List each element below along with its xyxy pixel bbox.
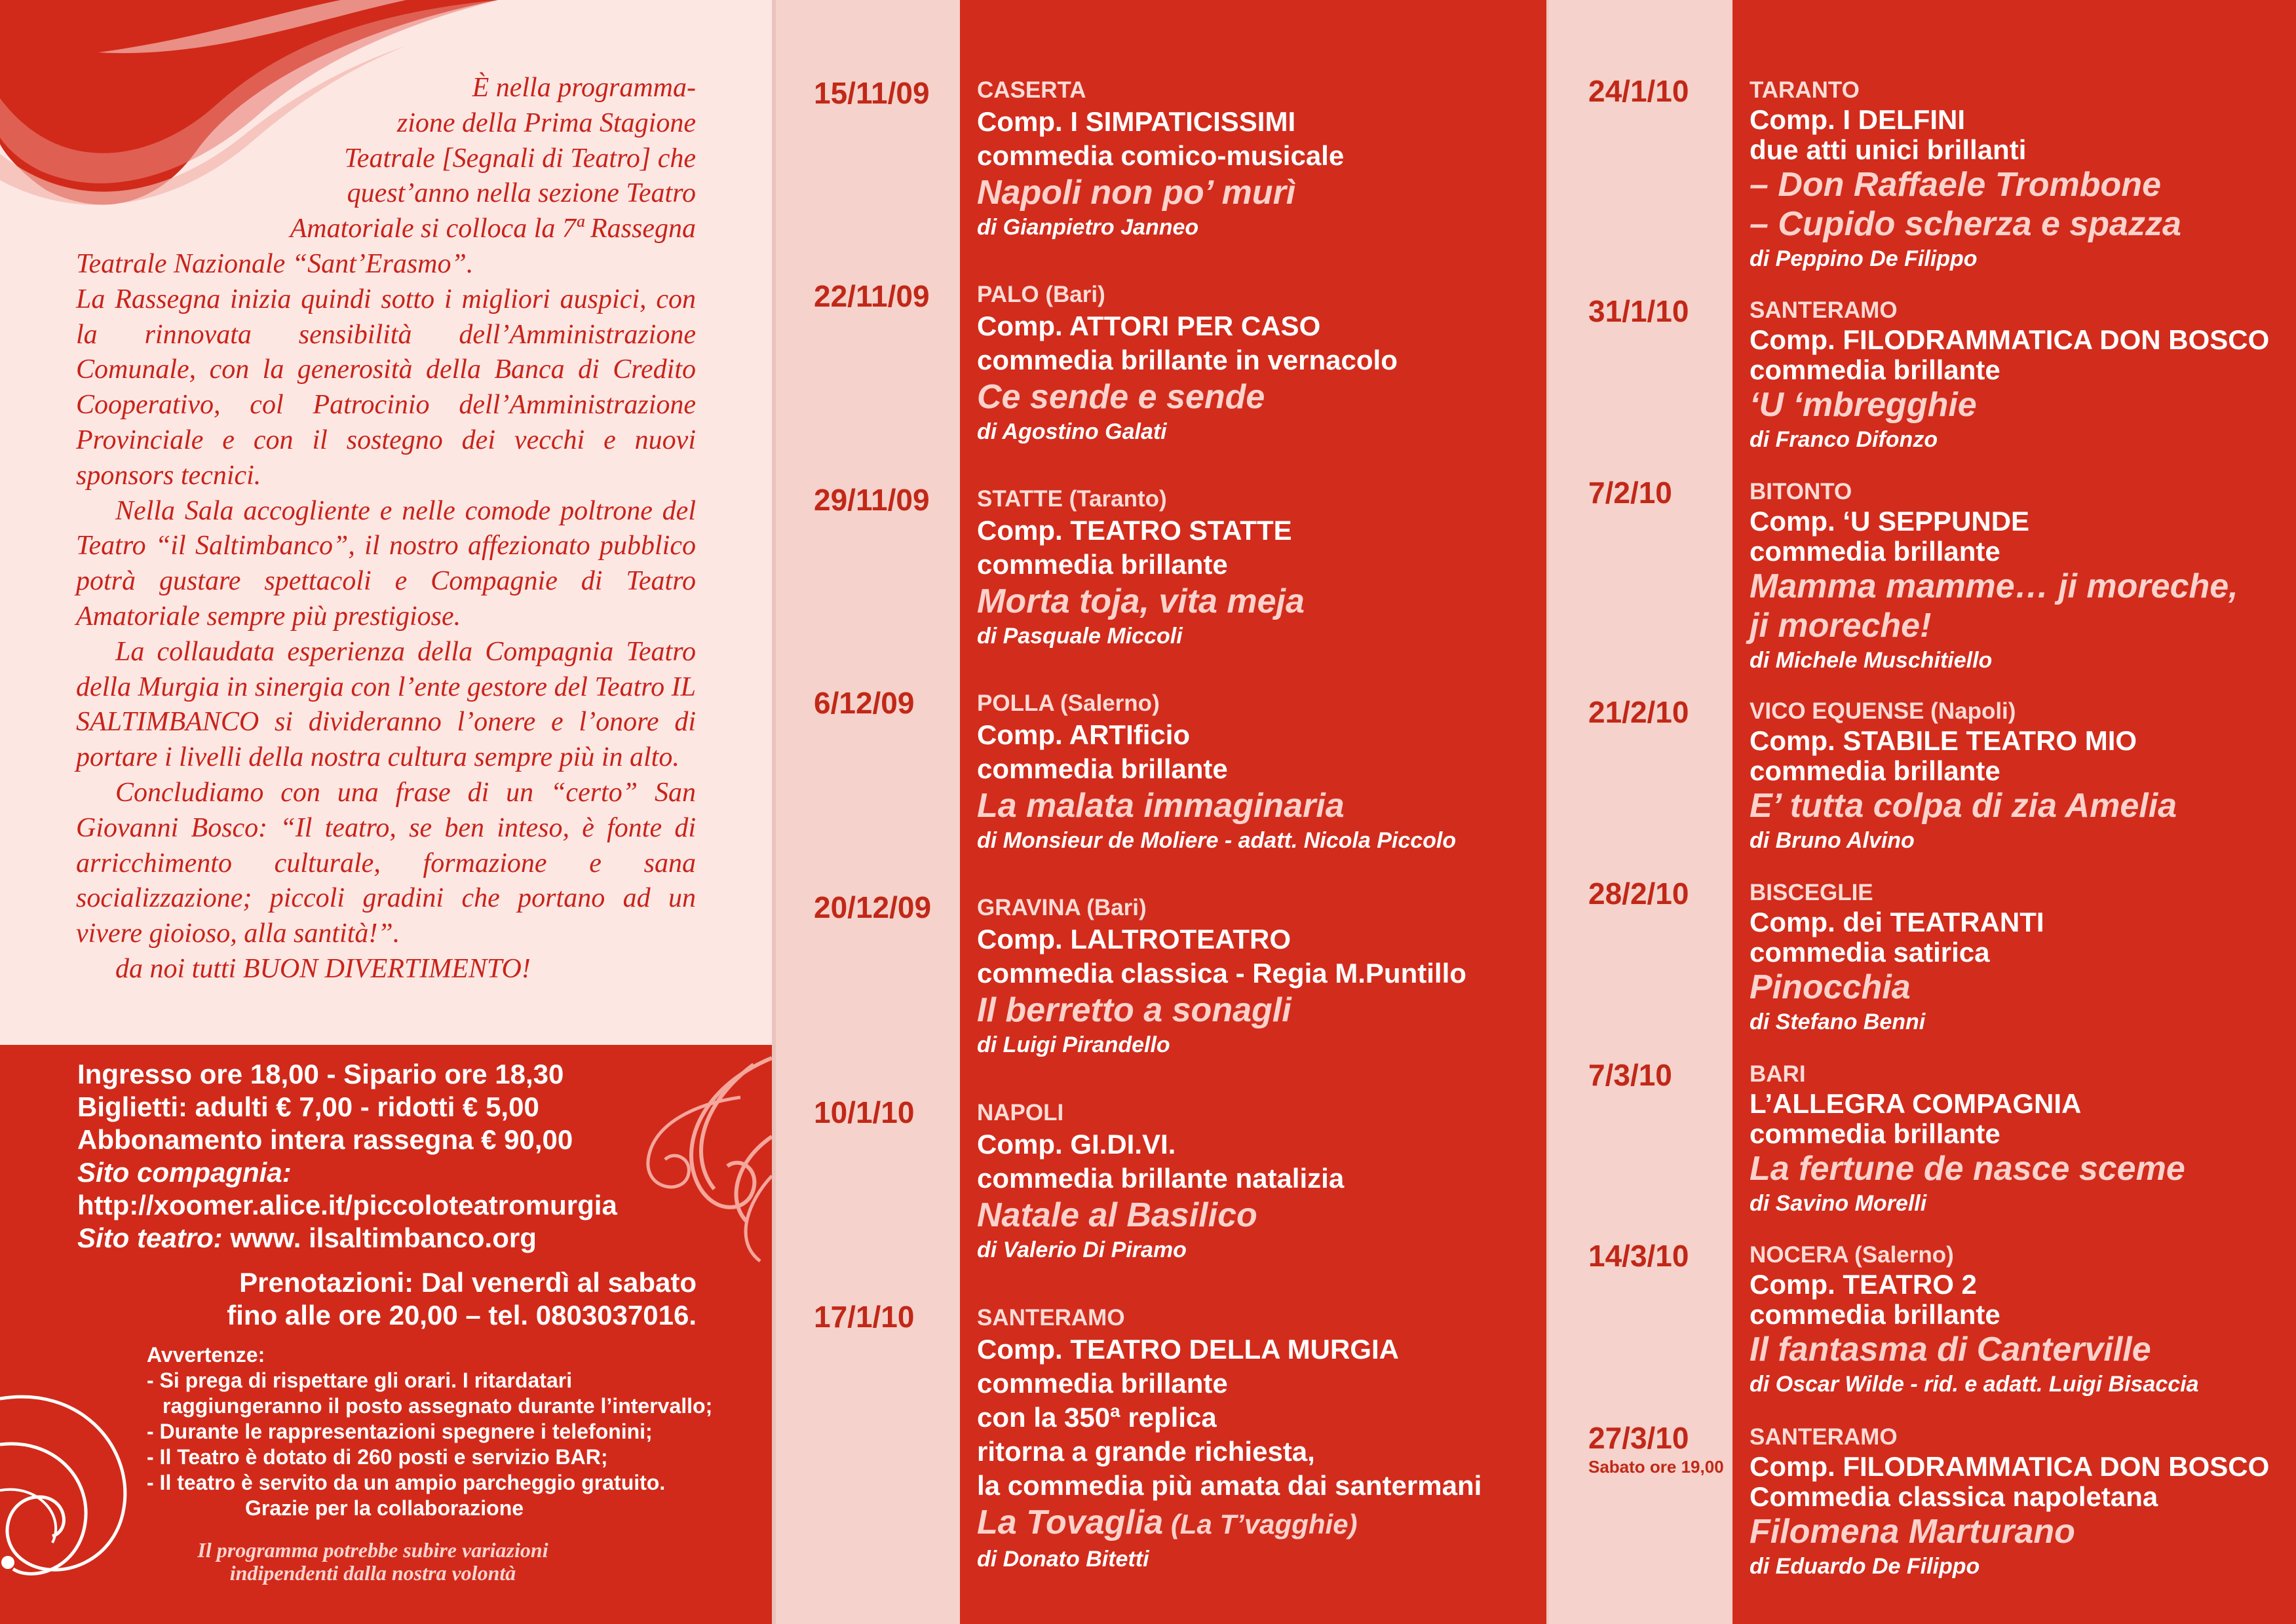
event-date: 6/12/09 (814, 686, 915, 720)
event-author: di Luigi Pirandello (977, 1032, 1170, 1057)
event-title-dialect: (La T’vagghie) (1163, 1509, 1358, 1539)
event-place: NOCERA (Salerno) (1750, 1242, 1954, 1268)
event-place: BISCEGLIE (1750, 880, 1873, 905)
event-title: ‘U ‘mbregghie (1750, 386, 1977, 424)
event-company: Comp. ARTIficio (977, 719, 1191, 750)
info-panel (0, 1045, 772, 1624)
event-title: Natale al Basilico (977, 1196, 1257, 1234)
event-title: Napoli non po’ murì (977, 174, 1296, 212)
event-genre: commedia brillante (1750, 354, 2000, 385)
event-author: di Gianpietro Janneo (977, 215, 1199, 240)
event-genre: commedia satirica (1750, 937, 1990, 968)
sito-compagnia-link[interactable]: http://xoomer.alice.it/piccoloteatromurgia (77, 1190, 617, 1220)
event-date: 7/2/10 (1588, 476, 1672, 510)
event-author: di Agostino Galati (977, 419, 1167, 444)
event-genre: commedia classica - Regia M.Puntillo (977, 958, 1466, 989)
event-author: di Pasquale Miccoli (977, 624, 1183, 649)
event-place: SANTERAMO (977, 1305, 1125, 1331)
intro-paragraph: La collaudata esperienza della Compagnia Teatro della Murgia in sinergia con l’ente gestore del Teatro IL SALTIMBANCO si divideranno l’onere e l’onore di portare i livelli della nostra cultura sempre più in alto. (76, 636, 696, 773)
event-title: – Don Raffaele Trombone (1750, 166, 2161, 204)
event-genre: due atti unici brillanti (1750, 134, 2027, 165)
event-company: Comp. FILODRAMMATICA DON BOSCO (1750, 324, 2270, 355)
event-title: Filomena Marturano (1750, 1513, 2075, 1551)
event-company: Comp. TEATRO 2 (1750, 1269, 1977, 1300)
event-company: Comp. ATTORI PER CASO (977, 311, 1321, 341)
events-column-2 (1732, 0, 2296, 1624)
event-entry (1750, 1241, 2199, 1399)
intro-panel (0, 0, 772, 1045)
event-company: Comp. I SIMPATICISSIMI (977, 106, 1296, 137)
event-title: – Cupido scherza e spazza (1750, 205, 2181, 243)
event-author: di Savino Morelli (1750, 1191, 1927, 1216)
event-company: Comp. dei TEATRANTI (1750, 907, 2044, 937)
event-author: di Franco Difonzo (1750, 427, 1938, 452)
event-place: PALO (Bari) (977, 282, 1105, 307)
intro-line: Teatrale [Segnali di Teatro] che (344, 143, 696, 174)
warning-item: - Il teatro è servito da un ampio parcheggio gratuito. (147, 1471, 666, 1494)
event-company: Comp. TEATRO STATTE (977, 515, 1292, 546)
event-date: 22/11/09 (814, 279, 930, 313)
event-company: Comp. I DELFINI (1750, 104, 1965, 135)
event-date-note: Sabato ore 19,00 (1588, 1457, 1724, 1477)
event-author: di Michele Muschitiello (1750, 648, 1993, 673)
event-entry (977, 894, 1466, 1060)
event-title: La malata immaginaria (977, 787, 1345, 825)
event-entry (1750, 76, 2181, 274)
event-genre: commedia brillante in vernacolo (977, 345, 1398, 375)
sito-teatro-row (77, 1222, 733, 1255)
event-entry (1750, 697, 2177, 856)
disclaimer-line: indipendenti dalla nostra volontà (229, 1561, 516, 1585)
event-place: POLLA (Salerno) (977, 690, 1160, 716)
event-entry (977, 485, 1305, 651)
event-title (977, 1503, 1482, 1544)
event-entry (1750, 478, 2238, 675)
intro-paragraph: Nella Sala accogliente e nelle comode poltrone del Teatro “il Saltimbanco”, il nostro affezionato pubblico potrà gustare spettacoli e Compagnie di Teatro Amatoriale sempre più prestigiose. (76, 495, 696, 632)
event-author: di Donato Bitetti (977, 1547, 1149, 1572)
event-author: di Peppino De Filippo (1750, 246, 1978, 271)
event-genre: commedia brillante natalizia (977, 1163, 1345, 1194)
event-author: di Valerio Di Piramo (977, 1237, 1187, 1262)
event-title: E’ tutta colpa di zia Amelia (1750, 787, 2177, 825)
event-entry (977, 1304, 1482, 1574)
sito-teatro-link[interactable]: www. ilsaltimbanco.org (222, 1222, 537, 1253)
disclaimer-line: Il programma potrebbe subire variazioni (197, 1538, 548, 1562)
event-genre: commedia brillante (1750, 536, 2000, 567)
admission-info (77, 1058, 733, 1255)
event-title: Morta toja, vita meja (977, 582, 1305, 620)
event-entry (1750, 1423, 2269, 1581)
event-genre: commedia brillante (977, 549, 1228, 580)
warning-item: - Si prega di rispettare gli orari. I ritardatari (147, 1369, 573, 1392)
intro-line: Teatrale Nazionale “Sant’Erasmo”. (76, 248, 474, 279)
event-genre: commedia brillante (1750, 755, 2000, 786)
warning-item: raggiungeranno il posto assegnato durante l’intervallo; (163, 1394, 713, 1418)
event-title: Ce sende e sende (977, 378, 1265, 416)
sito-teatro-label: Sito teatro: (77, 1222, 223, 1253)
abbonamento-text: Abbonamento intera rassegna € 90,00 (77, 1124, 573, 1155)
event-author: di Oscar Wilde - rid. e adatt. Luigi Bisaccia (1750, 1372, 2199, 1397)
event-date: 27/3/10 (1588, 1421, 1689, 1455)
event-place: SANTERAMO (1750, 297, 1898, 323)
event-entry (977, 689, 1456, 856)
event-company: Comp. ‘U SEPPUNDE (1750, 506, 2030, 537)
event-place: BARI (1750, 1061, 1806, 1087)
event-title: ji moreche! (1750, 607, 1932, 645)
event-title-main: La Tovaglia (977, 1503, 1164, 1541)
ingresso-text: Ingresso ore 18,00 - Sipario ore 18,30 (77, 1059, 564, 1089)
intro-line: quest’anno nella sezione Teatro (347, 178, 696, 209)
event-place: STATTE (Taranto) (977, 486, 1167, 512)
event-place: TARANTO (1750, 77, 1860, 103)
warning-item: - Il Teatro è dotato di 260 posti e servizio BAR; (147, 1445, 608, 1469)
warning-item: - Durante le rappresentazioni spegnere i telefonini; (147, 1420, 653, 1443)
event-author: di Stefano Benni (1750, 1010, 1926, 1034)
warnings (147, 1342, 723, 1521)
event-date: 10/1/10 (814, 1095, 915, 1129)
event-genre: commedia brillante (977, 753, 1228, 784)
event-place: GRAVINA (Bari) (977, 895, 1147, 920)
sito-compagnia-label: Sito compagnia: (77, 1157, 292, 1188)
event-entry (1750, 296, 2269, 455)
event-author: di Eduardo De Filippo (1750, 1554, 1980, 1579)
prenot-line: Prenotazioni: Dal venerdì al sabato (239, 1267, 697, 1298)
event-author: di Bruno Alvino (1750, 828, 1915, 853)
dates-column-2 (1549, 0, 1732, 1624)
event-place: NAPOLI (977, 1100, 1064, 1125)
event-date: 20/12/09 (814, 890, 932, 924)
biglietti-text: Biglietti: adulti € 7,00 - ridotti € 5,00 (77, 1091, 539, 1122)
event-entry (977, 1099, 1344, 1265)
prenot-line: fino alle ore 20,00 – tel. 0803037016. (227, 1300, 697, 1331)
event-date: 7/3/10 (1588, 1058, 1672, 1092)
event-date: 21/2/10 (1588, 695, 1689, 729)
intro-paragraph: Concludiamo con una frase di un “certo” San Giovanni Bosco: “Il teatro, se ben inteso, è fonte di arricchimento culturale, formazione e sana socializzazione; piccoli gradini che portano ad un vivere gioioso, alla santità!”. (76, 777, 696, 949)
intro-paragraph: La Rassegna inizia quindi sotto i migliori auspici, con la rinnovata sensibilità dell’Amministrazione Comunale, con la generosità della Banca di Credito Cooperativo, col Patrocinio dell’Amministrazione Provinciale e con il sostegno dei vecchi e nuovi sponsors tecnici. (76, 284, 696, 491)
event-place: BITONTO (1750, 479, 1852, 504)
thanks-text: Grazie per la collaborazione (245, 1496, 524, 1520)
event-title: Pinocchia (1750, 968, 1911, 1006)
event-note: con la 350ª replica (977, 1402, 1217, 1433)
event-company: Comp. FILODRAMMATICA DON BOSCO (1750, 1451, 2270, 1482)
event-genre: commedia brillante (1750, 1299, 2000, 1330)
booking-info (77, 1266, 697, 1332)
event-place: VICO EQUENSE (Napoli) (1750, 698, 2016, 724)
event-title: Mamma mamme… ji moreche, (1750, 567, 2238, 605)
intro-text (76, 71, 696, 987)
event-entry (1750, 1060, 2185, 1218)
event-date: 29/11/09 (814, 483, 930, 517)
event-date: 15/11/09 (814, 76, 930, 110)
event-entry (1750, 878, 2044, 1037)
disclaimer (147, 1539, 599, 1585)
event-note: ritorna a grande richiesta, (977, 1436, 1315, 1467)
warnings-title: Avvertenze: (147, 1343, 265, 1367)
event-genre: commedia brillante (977, 1368, 1228, 1399)
dates-column-1 (776, 0, 960, 1624)
event-date: 14/3/10 (1588, 1239, 1689, 1273)
intro-line: Amatoriale si colloca la 7ª Rassegna (290, 214, 696, 244)
event-genre: Commedia classica napoletana (1750, 1481, 2158, 1512)
event-title: La fertune de nasce sceme (1750, 1150, 2185, 1188)
intro-line: zione della Prima Stagione (396, 107, 696, 138)
event-place: SANTERAMO (1750, 1424, 1898, 1450)
event-date: 31/1/10 (1588, 294, 1689, 328)
event-author: di Monsieur de Moliere - adatt. Nicola Piccolo (977, 828, 1457, 853)
event-genre: commedia brillante (1750, 1118, 2000, 1149)
event-title: Il berretto a sonagli (977, 991, 1292, 1029)
event-company: Comp. STABILE TEATRO MIO (1750, 725, 2137, 756)
intro-line: È nella programma- (472, 73, 696, 103)
event-company: L’ALLEGRA COMPAGNIA (1750, 1088, 2082, 1119)
event-entry (977, 76, 1344, 242)
event-date: 28/2/10 (1588, 877, 1689, 911)
event-note: la commedia più amata dai santermani (977, 1470, 1482, 1501)
event-date: 24/1/10 (1588, 74, 1689, 108)
events-column-1 (960, 0, 1546, 1624)
event-company: Comp. LALTROTEATRO (977, 924, 1292, 954)
event-company: Comp. GI.DI.VI. (977, 1129, 1176, 1160)
event-company: Comp. TEATRO DELLA MURGIA (977, 1334, 1399, 1365)
event-date: 17/1/10 (814, 1300, 915, 1334)
event-place: CASERTA (977, 77, 1086, 103)
event-title: Il fantasma di Canterville (1750, 1331, 2151, 1369)
event-entry (977, 280, 1398, 447)
intro-closing: da noi tutti BUON DIVERTIMENTO! (115, 953, 531, 984)
event-genre: commedia comico-musicale (977, 140, 1345, 171)
